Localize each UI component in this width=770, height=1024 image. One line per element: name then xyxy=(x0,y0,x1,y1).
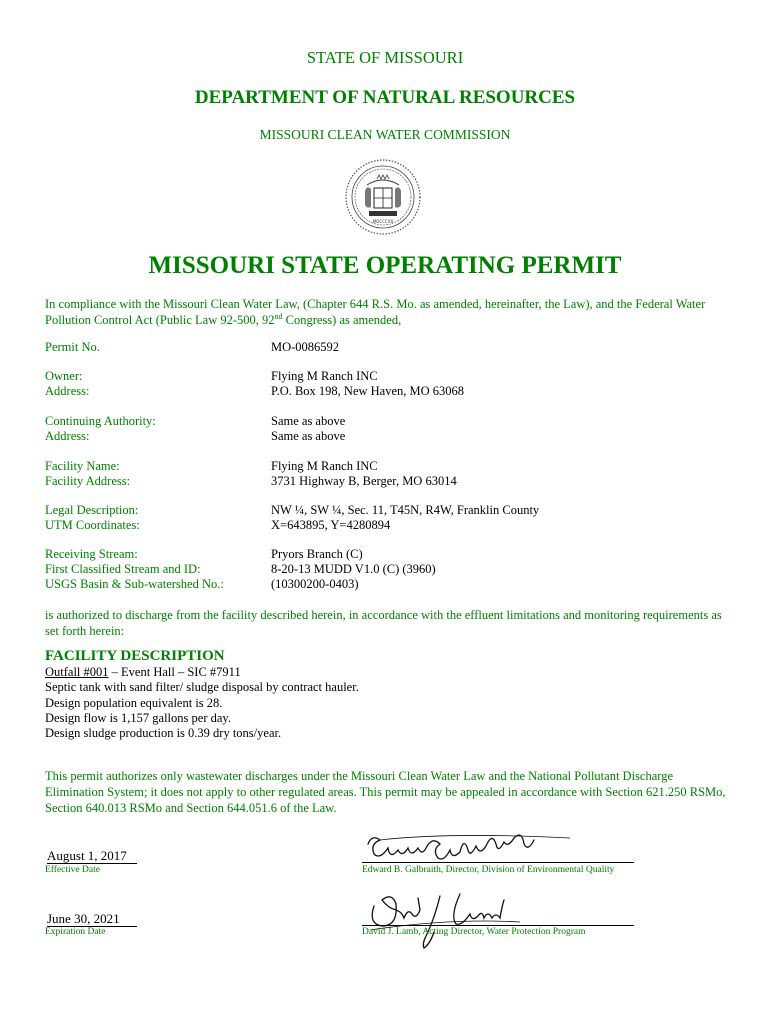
permit-number-value: MO-0086592 xyxy=(271,340,340,354)
commission-heading: MISSOURI CLEAN WATER COMMISSION xyxy=(259,127,511,142)
classified-stream-value: 8-20-13 MUDD V1.0 (C) (3960) xyxy=(271,562,436,576)
missouri-state-seal-icon xyxy=(343,157,423,237)
outfall-line xyxy=(45,665,359,680)
authority-address-label: Address: xyxy=(45,429,90,443)
intro-text-end: Congress) as amended, xyxy=(282,313,402,327)
utm-coordinates-label: UTM Coordinates: xyxy=(45,518,140,532)
facility-address-value: 3731 Highway B, Berger, MO 63014 xyxy=(271,474,457,488)
owner-address-label: Address: xyxy=(45,384,90,398)
state-heading: STATE OF MISSOURI xyxy=(306,48,464,67)
legal-description-value: NW ¼, SW ¼, Sec. 11, T45N, R4W, Franklin County xyxy=(271,503,540,517)
description-line: Septic tank with sand filter/ sludge disposal by contract hauler. xyxy=(45,680,359,695)
legal-values xyxy=(271,503,539,533)
expiration-date-value: June 30, 2021 xyxy=(47,911,137,927)
facility-name-label: Facility Name: xyxy=(45,459,120,473)
intro-superscript: nd xyxy=(274,311,283,321)
facility-description-heading: FACILITY DESCRIPTION xyxy=(45,648,225,664)
owner-label: Owner: xyxy=(45,369,83,383)
permit-notice: This permit authorizes only wastewater discharges under the Missouri Clean Water Law and the National Pollutant Discharge Elimination System; it does not apply to other regulated areas. This permit may be appealed in accordance with Section 621.250 RSMo, Section 640.013 RSMo and Section 644.051.6 of the Law. xyxy=(45,769,726,815)
facility-name-value: Flying M Ranch INC xyxy=(271,459,378,473)
facility-description-body xyxy=(45,665,359,741)
outfall-label: Outfall #001 xyxy=(45,665,109,679)
facility-values xyxy=(271,459,457,489)
utm-coordinates-value: X=643895, Y=4280894 xyxy=(271,518,391,532)
effective-date-caption: Effective Date xyxy=(45,865,100,875)
usgs-basin-value: (10300200-0403) xyxy=(271,577,359,591)
receiving-stream-value: Pryors Branch (C) xyxy=(271,547,363,561)
owner-value: Flying M Ranch INC xyxy=(271,369,378,383)
effective-date-value: August 1, 2017 xyxy=(47,848,137,864)
permit-title: MISSOURI STATE OPERATING PERMIT xyxy=(148,252,622,279)
stream-values xyxy=(271,547,436,592)
continuing-authority-value: Same as above xyxy=(271,414,346,428)
usgs-basin-label: USGS Basin & Sub-watershed No.: xyxy=(45,577,224,591)
owner-address-value: P.O. Box 198, New Haven, MO 63068 xyxy=(271,384,465,398)
expiration-date-caption: Expiration Date xyxy=(45,927,106,937)
effective-signature-line xyxy=(362,861,634,863)
facility-address-label: Facility Address: xyxy=(45,474,131,488)
expiration-signature-line xyxy=(362,924,634,926)
description-line: Design population equivalent is 28. xyxy=(45,695,223,710)
department-heading: DEPARTMENT OF NATURAL RESOURCES xyxy=(194,87,576,108)
authority-address-value: Same as above xyxy=(271,429,346,443)
permit-number-label: Permit No. xyxy=(45,340,100,354)
stream-labels xyxy=(45,547,224,592)
classified-stream-label: First Classified Stream and ID: xyxy=(45,562,201,576)
facility-labels xyxy=(45,459,130,489)
effective-signer-name: Edward B. Galbraith, Director, Division of Environmental Quality xyxy=(362,865,615,875)
intro-text: In compliance with the Missouri Clean Water Law, (Chapter 644 R.S. Mo. as amended, hereinafter, the Law), and the Federal Water Pollution Control Act (Public Law 92-500, 92 xyxy=(45,297,706,327)
outfall-detail: – Event Hall – SIC #7911 xyxy=(108,665,241,679)
authorization-paragraph: is authorized to discharge from the facility described herein, in accordance with the effluent limitations and monitoring requirements as set forth herein: xyxy=(45,608,722,638)
handwritten-signature-icon xyxy=(360,886,530,950)
receiving-stream-label: Receiving Stream: xyxy=(45,547,138,561)
authority-labels xyxy=(45,414,156,444)
legal-description-label: Legal Description: xyxy=(45,503,139,517)
description-line: Design flow is 1,157 gallons per day. xyxy=(45,710,231,725)
intro-paragraph xyxy=(45,296,730,328)
owner-values xyxy=(271,369,464,399)
authority-values xyxy=(271,414,345,444)
svg-text:MDCCCXX: MDCCCXX xyxy=(372,219,394,224)
owner-labels xyxy=(45,369,89,399)
continuing-authority-label: Continuing Authority: xyxy=(45,414,156,428)
expiration-signer-name: David J. Lamb, Acting Director, Water Protection Program xyxy=(362,927,586,937)
description-line: Design sludge production is 0.39 dry tons/year. xyxy=(45,726,282,741)
legal-labels xyxy=(45,503,140,533)
